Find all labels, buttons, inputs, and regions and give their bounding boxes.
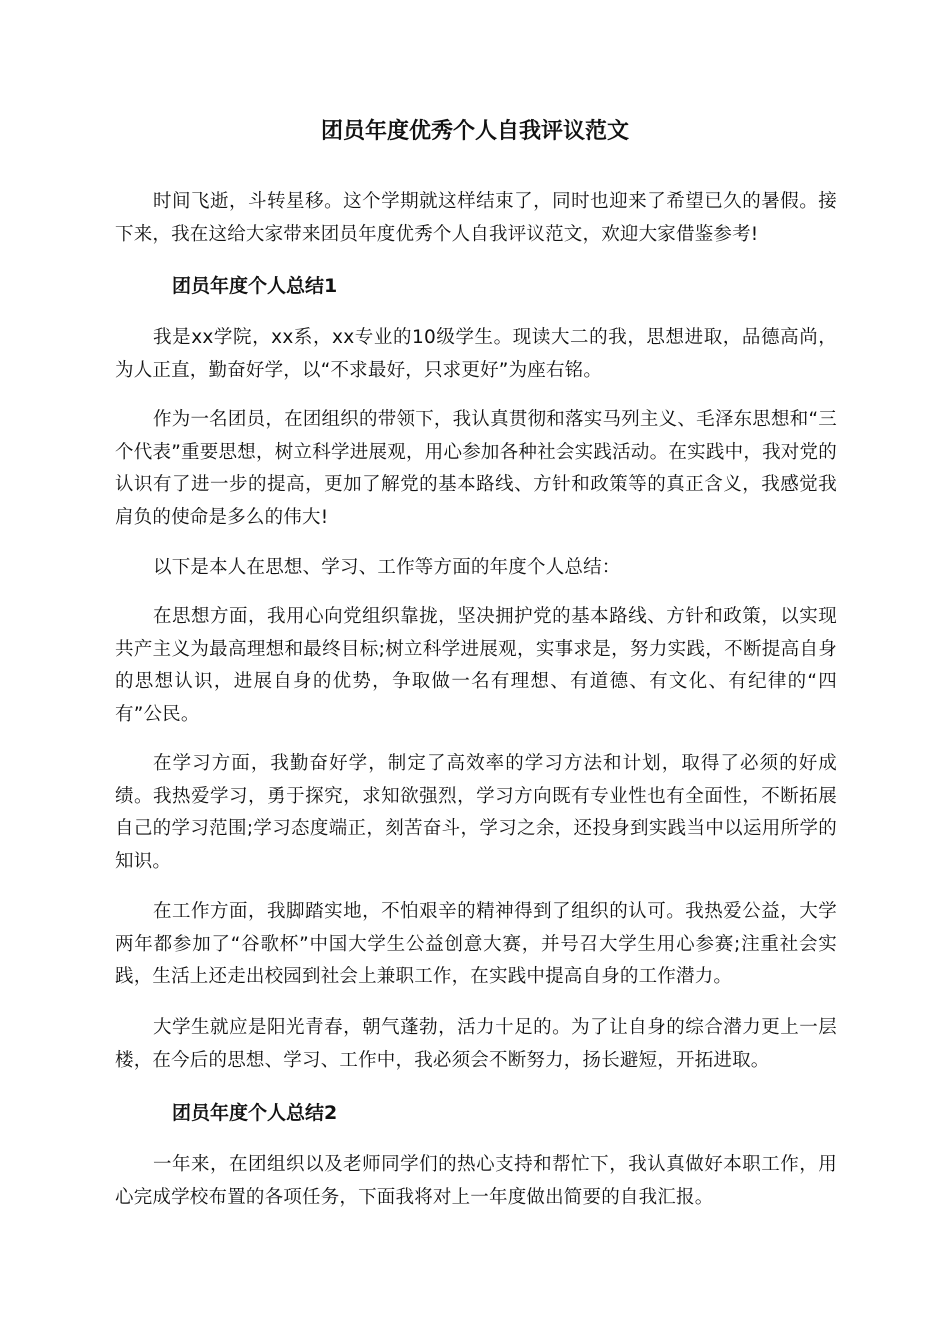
- section-1-paragraph-6: 在工作方面，我脚踏实地，不怕艰辛的精神得到了组织的认可。我热爱公益，大学两年都参加了“谷歌杯”中国大学生公益创意大赛，并号召大学生用心参赛;注重社会实践，生活上还走出校园到社会上兼职工作，在实践中提高自身的工作潜力。: [115, 901, 837, 987]
- section-2-paragraph-1: 一年来，在团组织以及老师同学们的热心支持和帮忙下，我认真做好本职工作，用心完成学校布置的各项任务，下面我将对上一年度做出简要的自我汇报。: [115, 1154, 837, 1208]
- section-1-heading: 团员年度个人总结1: [172, 275, 338, 297]
- section-1-paragraph-1: 我是xx学院，xx系，xx专业的10级学生。现读大二的我，思想进取，品德高尚，为人正直，勤奋好学，以“不求最好，只求更好”为座右铭。: [115, 327, 837, 381]
- document-title: 团员年度优秀个人自我评议范文: [320, 119, 629, 144]
- section-2-heading: 团员年度个人总结2: [172, 1102, 338, 1124]
- section-1-paragraph-3: 以下是本人在思想、学习、工作等方面的年度个人总结：: [153, 557, 621, 578]
- section-1-paragraph-5: 在学习方面，我勤奋好学，制定了高效率的学习方法和计划，取得了必须的好成绩。我热爱学习，勇于探究，求知欲强烈，学习方向既有专业性也有全面性，不断拓展自己的学习范围;学习态度端正，刻苦奋斗，学习之余，还投身到实践当中以运用所学的知识。: [115, 753, 837, 872]
- section-1-paragraph-7: 大学生就应是阳光青春，朝气蓬勃，活力十足的。为了让自身的综合潜力更上一层楼，在今后的思想、学习、工作中，我必须会不断努力，扬长避短，开拓进取。: [115, 1017, 837, 1071]
- intro-paragraph: 时间飞逝，斗转星移。这个学期就这样结束了，同时也迎来了希望已久的暑假。接下来，我在这给大家带来团员年度优秀个人自我评议范文，欢迎大家借鉴参考!: [115, 191, 837, 245]
- section-1-paragraph-2: 作为一名团员，在团组织的带领下，我认真贯彻和落实马列主义、毛泽东思想和“三个代表”重要思想，树立科学进展观，用心参加各种社会实践活动。在实践中，我对党的认识有了进一步的提高，更加了解党的基本路线、方针和政策等的真正含义，我感觉我肩负的使命是多么的伟大!: [115, 409, 837, 528]
- section-1-paragraph-4: 在思想方面，我用心向党组织靠拢，坚决拥护党的基本路线、方针和政策，以实现共产主义为最高理想和最终目标;树立科学进展观，实事求是，努力实践，不断提高自身的思想认识，进展自身的优势，争取做一名有理想、有道德、有文化、有纪律的“四有”公民。: [115, 606, 837, 725]
